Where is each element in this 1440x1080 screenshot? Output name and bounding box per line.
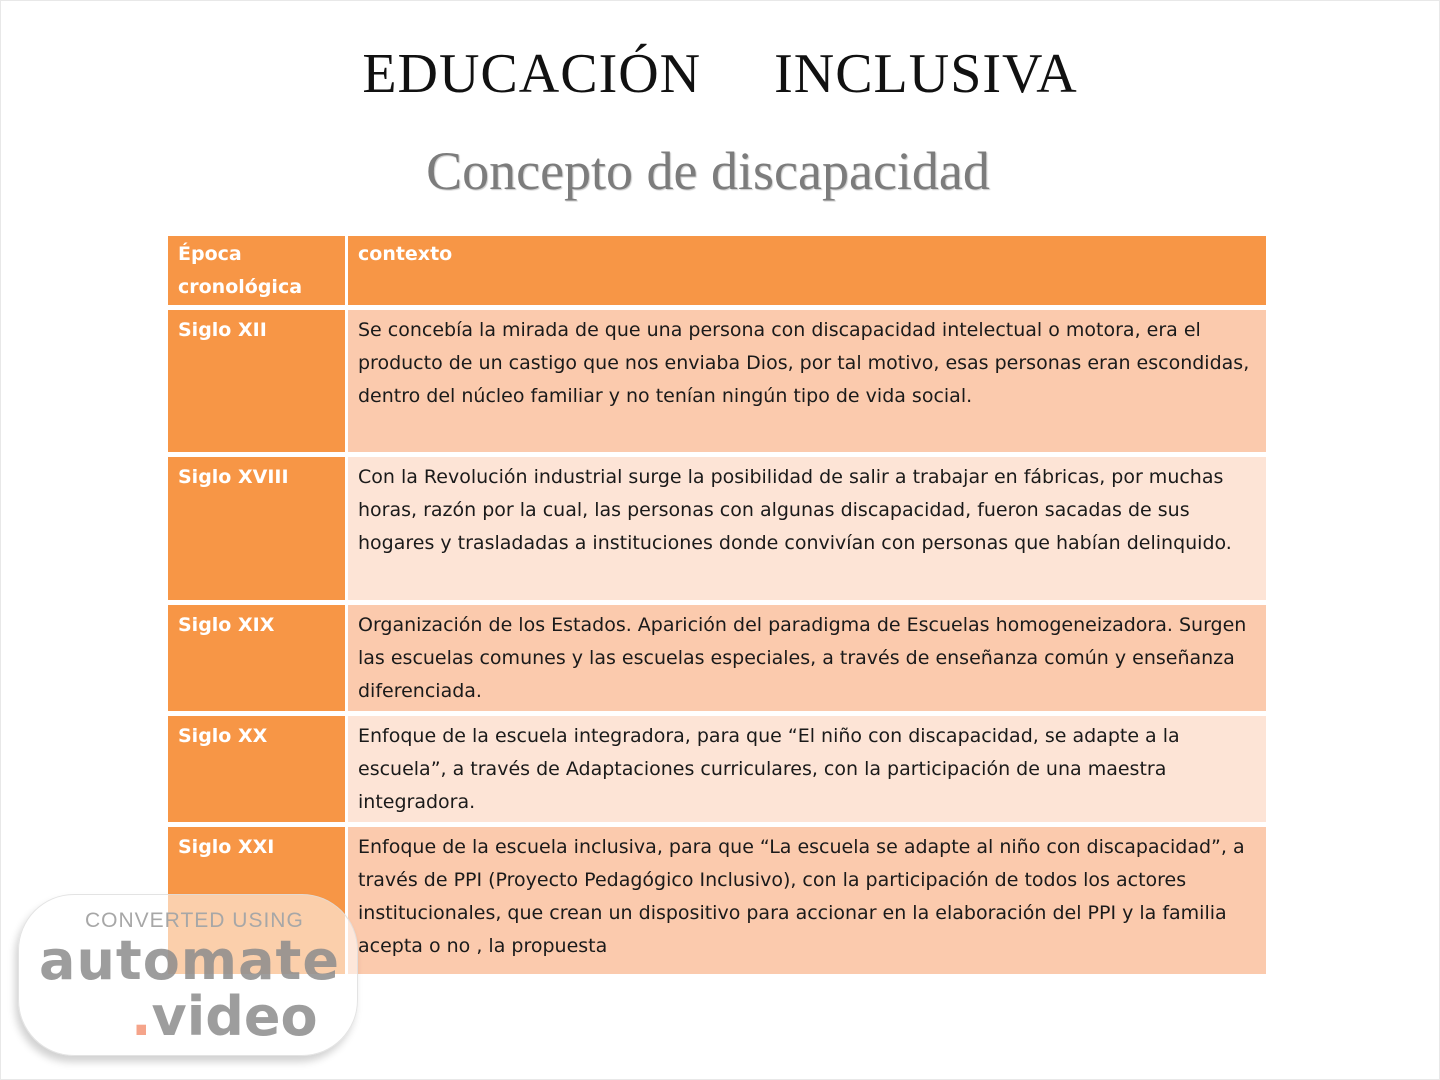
history-table xyxy=(168,236,1266,974)
slide-subtitle: Concepto de discapacidad xyxy=(426,141,990,201)
context-cell: Enfoque de la escuela integradora, para que “El niño con discapacidad, se adapte a la escuela”, a través de Adaptaciones curriculares, con la participación de una maestra integradora. xyxy=(348,716,1266,827)
slide-title: EDUCACIÓN INCLUSIVA xyxy=(362,43,1078,105)
table-row xyxy=(168,310,1266,457)
watermark-caption: CONVERTED USING xyxy=(85,909,304,932)
table-header-row xyxy=(168,236,1266,310)
table-row xyxy=(168,716,1266,827)
watermark-dot: . xyxy=(131,985,152,1048)
context-cell: Enfoque de la escuela inclusiva, para que “La escuela se adapte al niño con discapacidad”, a través de PPI (Proyecto Pedagógico Inclusivo), con la participación de todos los actores institucionales, que crean un dispositivo para accionar en la elaboración del PPI y la familia acepta o no , la propuesta xyxy=(348,827,1266,974)
converter-watermark xyxy=(18,894,358,1056)
epoch-cell: Siglo XVIII xyxy=(168,457,348,605)
table-row xyxy=(168,605,1266,716)
context-cell: Con la Revolución industrial surge la posibilidad de salir a trabajar en fábricas, por muchas horas, razón por la cual, las personas con algunas discapacidad, fueron sacadas de sus hogares y trasladadas a instituciones donde convivían con personas que habían delinquido. xyxy=(348,457,1266,605)
epoch-cell: Siglo XIX xyxy=(168,605,348,716)
table-row xyxy=(168,457,1266,605)
epoch-cell: Siglo XII xyxy=(168,310,348,457)
header-context: contexto xyxy=(348,236,1266,310)
context-cell: Se concebía la mirada de que una persona con discapacidad intelectual o motora, era el producto de un castigo que nos enviaba Dios, por tal motivo, esas personas eran escondidas, dentro del núcleo familiar y no tenían ningún tipo de vida social. xyxy=(348,310,1266,457)
watermark-suffix xyxy=(131,985,318,1048)
header-epoch: Época cronológica xyxy=(168,236,348,310)
epoch-cell: Siglo XX xyxy=(168,716,348,827)
watermark-suffix-text: video xyxy=(151,985,318,1048)
epoch-cell: Siglo XXI xyxy=(168,827,348,974)
watermark-brand: automate xyxy=(39,929,340,992)
context-cell: Organización de los Estados. Aparición del paradigma de Escuelas homogeneizadora. Surgen las escuelas comunes y las escuelas especiales, a través de enseñanza común y enseñanza diferenciada. xyxy=(348,605,1266,716)
